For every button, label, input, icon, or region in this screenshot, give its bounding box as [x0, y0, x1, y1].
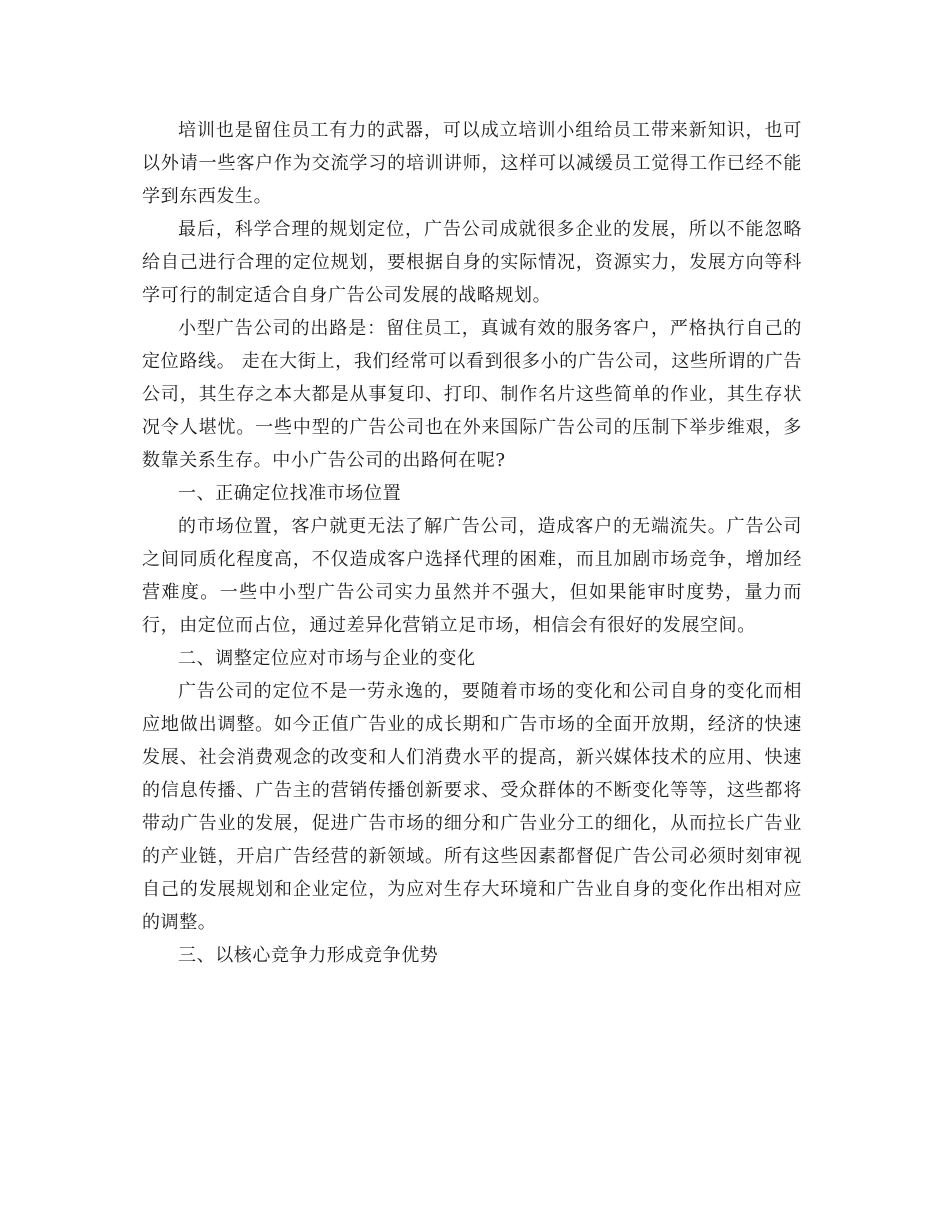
section-heading-3: 三、以核心竞争力形成竞争优势	[178, 945, 439, 966]
paragraph-small-agencies: 小型广告公司的出路是：留住员工，真诚有效的服务客户，严格执行自己的定位路线。 走在大街上，我们经常可以看到很多小的广告公司，这些所谓的广告公司，其生存之本大都是从事复印、打印、制作名片这些简单的作业，其生存状况令人堪忧。一些中型的广告公司也在外来国际广告公司的压制下举步维艰，多数靠关系生存。中小广告公司的出路何在呢?	[142, 318, 802, 471]
document-page	[142, 114, 802, 972]
paragraph-training: 培训也是留住员工有力的武器，可以成立培训小组给员工带来新知识，也可以外请一些客户作为交流学习的培训讲师，这样可以减缓员工觉得工作已经不能学到东西发生。	[142, 120, 802, 207]
paragraph-adjust-positioning: 广告公司的定位不是一劳永逸的，要随着市场的变化和公司自身的变化而相应地做出调整。如今正值广告业的成长期和广告市场的全面开放期，经济的快速发展、社会消费观念的改变和人们消费水平的提高，新兴媒体技术的应用、快速的信息传播、广告主的营销传播创新要求、受众群体的不断变化等等，这些都将带动广告业的发展，促进广告市场的细分和广告业分工的细化，从而拉长广告业的产业链，开启广告经营的新领域。所有这些因素都督促广告公司必须时刻审视自己的发展规划和企业定位，为应对生存大环境和广告业自身的变化作出相对应的调整。	[142, 681, 802, 933]
paragraph-planning: 最后，科学合理的规划定位，广告公司成就很多企业的发展，所以不能忽略给自己进行合理的定位规划，要根据自身的实际情况，资源实力，发展方向等科学可行的制定适合自身广告公司发展的战略规划。	[142, 219, 802, 306]
section-heading-1: 一、正确定位找准市场位置	[178, 483, 402, 504]
section-heading-2: 二、调整定位应对市场与企业的变化	[178, 648, 476, 669]
paragraph-market-position: 的市场位置，客户就更无法了解广告公司，造成客户的无端流失。广告公司之间同质化程度高，不仅造成客户选择代理的困难，而且加剧市场竞争，增加经营难度。一些中小型广告公司实力虽然并不强大，但如果能审时度势，量力而行，由定位而占位，通过差异化营销立足市场，相信会有很好的发展空间。	[142, 516, 802, 636]
